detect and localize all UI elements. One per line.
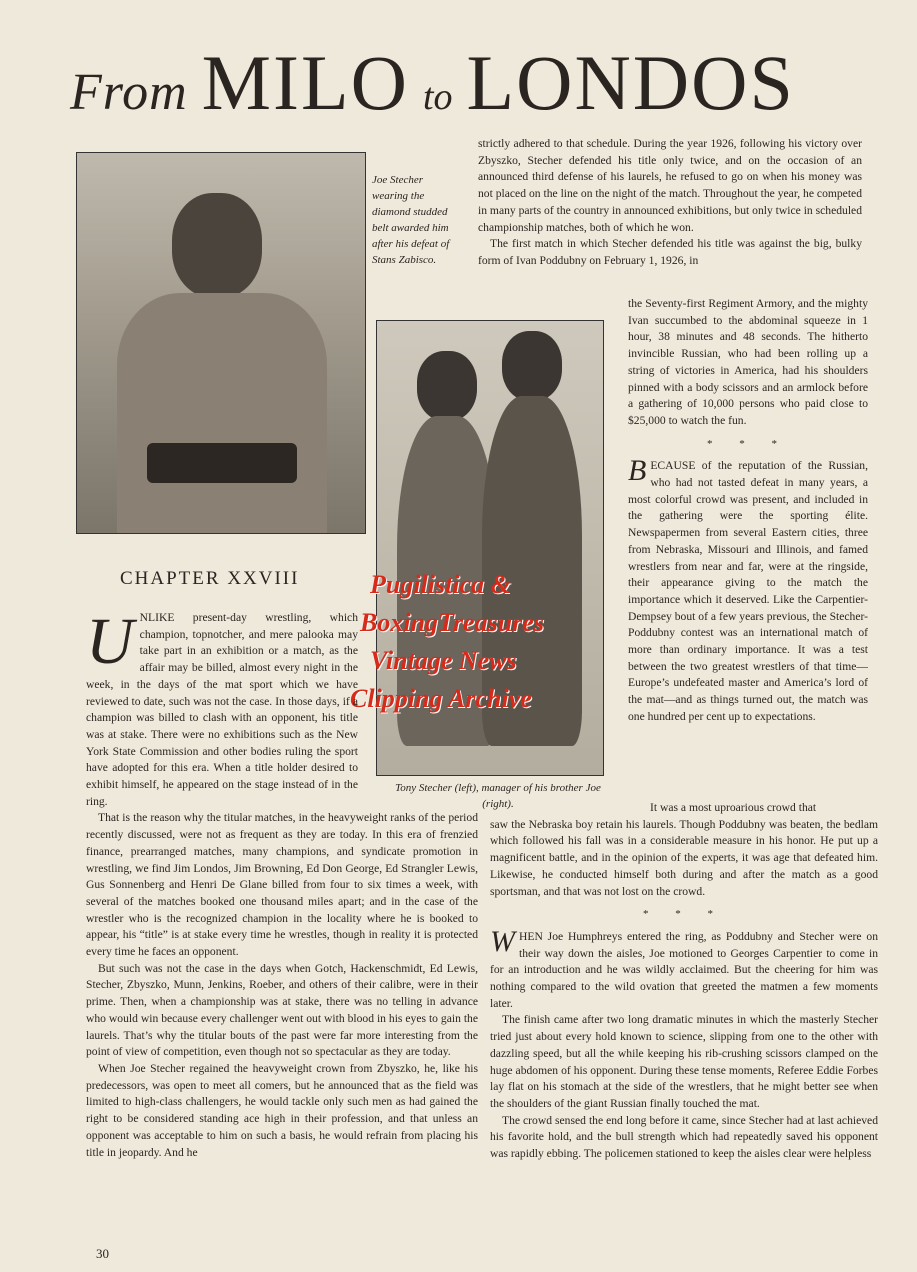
right-paragraph-2b: the Seventy-first Regiment Armory, and the mighty Ivan succumbed to the abdominal squeeze in 1 hour, 38 minutes and 48 seconds. The hitherto invincible Russian, who had been rolling up a string of victories in America, had his shoulders pinned with a body scissors and an armlock before a gathering of 10,000 persons who paid close to $25,000 to watch the fun. [628, 297, 868, 427]
dropcap-u: U [86, 610, 134, 678]
dropcap-w: W [490, 924, 515, 958]
section-divider-1: * * * [707, 437, 789, 450]
right-paragraph-6: The finish came after two long dramatic minutes in which the masterly Stecher tried just about every hold known to science, slipping from one to the other with dazzling speed, but all the while keeping his rib-crushing scissors clamped on the huge abdomen of his opponent. During these tense moments, Referee Eddie Forbes lay flat on his stomach at the side of the wrestlers, that he might better see when the shoulders of the giant Russian finally touched the mat. [490, 1013, 878, 1110]
photo2-caption: Tony Stecher (left), manager of his brother Joe (right). [395, 782, 601, 810]
right-paragraph-4a: It was a most uproarious crowd that [650, 801, 817, 814]
title-from: From [70, 64, 188, 121]
left-paragraph-2: That is the reason why the titular matches, in the heavyweight ranks of the period recently discussed, were not as frequent as they are today. In this era of frenzied finance, prearranged matches, many champions, and syndicate promotion in wrestling, we find Jim Londos, Jim Browning, Ed Don George, Ed Strangler Lewis, Gus Sonnenberg and Henri De Glane billed from four to six times a week, with several of the matches booked one thousand miles apart; and in the case of the wrestler who is the recognized champion in the locality where he is booked to appear, his “title” is at stake every time he wrestles, though in reality it is protected every time he faces an opponent. [86, 811, 478, 959]
right-column-bottom [490, 800, 878, 1230]
section-divider-2: * * * [643, 908, 725, 921]
dropcap-b: B [628, 454, 647, 488]
left-paragraph-1: NLIKE present-day wrestling, which champion, topnotcher, and mere palooka may take part in an exhibition or a match, as the affair may be billed, almost every night in the week, in the days of the mat sport which we have reviewed to date, such was not the case. In those days, if a champion was billed to clash with an opponent, his title was at stake. There were no exhibitions such as the New York State Commission and other bodies ruling the sport have adopted for this era. When a title holder desired to exhibit himself, he appeared on the stage instead of in the ring. [86, 611, 358, 808]
right-paragraph-4b: saw the Nebraska boy retain his laurels. Though Poddubny was beaten, the bedlam which followed his fall was in a considerable measure in his honor. He put up a magnificent battle, and in the opinion of the experts, it was age that defeated him. Likewise, he conducted himself both during and after the match as a good sportsman, and that was not lost on the crowd. [490, 817, 878, 898]
article-title [70, 38, 870, 134]
left-paragraph-4: When Joe Stecher regained the heavyweight crown from Zbyszko, he, like his predecessors, was open to meet all comers, but he announced that as the field was limited to high-class challengers, he would tackle only such men as had gained the right to be considered standing ace high in their profession, and that unless an opponent was acceptable to him on such a basis, he would refrain from placing his title in jeopardy. And he [86, 1061, 478, 1159]
right-paragraph-3: ECAUSE of the reputation of the Russian, who had not tasted defeat in many years, a most colorful crowd was present, and included in the gathering were the sporting élite. Newspapermen from several Eastern cities, three from Nebraska, Missouri and Illinois, and famed wrestlers from near and far, were at the ringside, their appearance giving to the match the importance which it deserved. Like the Carpentier-Dempsey bout of a few years previous, the Stecher-Poddubny contest was an international match of more than ordinary importance. It was a test between the two greatest wrestlers of that time—Europe’s undefeated master and America’s lord of the mat—and as things turned out, the match was one hundred per cent up to expectations. [628, 459, 868, 723]
title-to: to [422, 76, 453, 118]
title-milo: MILO [201, 39, 409, 126]
watermark-line1: Pugilistica & [370, 570, 511, 599]
right-column-narrow [628, 296, 868, 798]
photo1-caption: Joe Stecher wearing the diamond studded belt awarded him after his defeat of Stans Zabisco. [372, 174, 450, 266]
left-paragraph-3: But such was not the case in the days when Gotch, Hackenschmidt, Ed Lewis, Stecher, Zbyszko, Munn, Jenkins, Roeber, and others of their calibre, were in their prime. Then, when a championship was at stake, there was no telling in advance who would win because every challenger went out with blood in his eyes to gain the laurels. That’s why the titular bouts of the past were far more interesting from the point of view of competition, even though not so spectacular as they are today. [86, 961, 478, 1059]
right-paragraph-7: The crowd sensed the end long before it came, since Stecher had at last achieved his favorite hold, and the bull strength which had repeatedly saved his opponent was rapidly ebbing. The policemen stationed to keep the aisles clear were helpless [490, 1113, 878, 1161]
photo-joe-stecher [76, 152, 366, 534]
watermark-line4: Clipping Archive [350, 684, 532, 713]
right-paragraph-1: strictly adhered to that schedule. During the year 1926, following his victory over Zbyszko, Stecher defended his title only twice, and on the occasion of an announced third defense of his laurels, he refused to go on when his money was not placed on the line on the night of the match. Throughout the year, he competed in many parts of the country in announced exhibitions, but only twice in scheduled championship matches, both of which he won. [478, 137, 862, 234]
right-paragraph-5: HEN Joe Humphreys entered the ring, as Poddubny and Stecher were on their way down the aisles, Joe motioned to Georges Carpentier to come in for an introduction and he was wildly acclaimed. But the cheering for him was nothing compared to the wild ovation that greeted the matmen a few moments later. [490, 929, 878, 1010]
left-column [86, 610, 478, 1240]
page-number: 30 [96, 1246, 109, 1261]
chapter-heading: CHAPTER XXVIII [120, 568, 300, 589]
title-londos: LONDOS [466, 39, 795, 126]
watermark-line3: Vintage News [370, 646, 517, 675]
right-column-top [478, 136, 862, 270]
watermark-line2: BoxingTreasures [360, 608, 544, 637]
right-paragraph-2a: The first match in which Stecher defended his title was against the big, bulky form of Ivan Poddubny on February 1, 1926, in [478, 237, 862, 267]
